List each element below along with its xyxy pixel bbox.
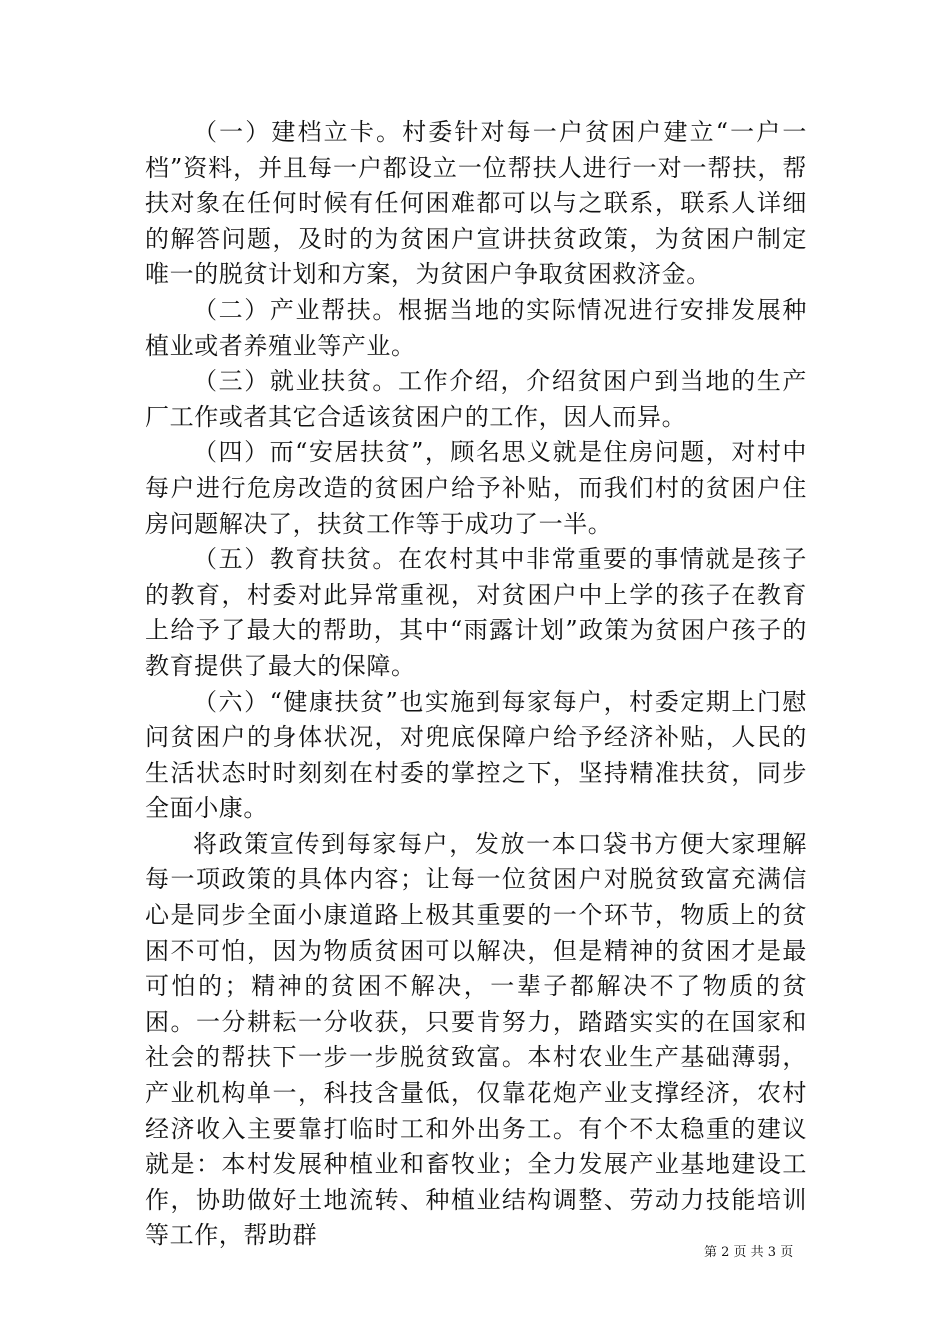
paragraph-housing-support: （四）而“安居扶贫”，顾名思义就是住房问题，对村中每户进行危房改造的贫困户给予补贴，而我们村的贫困户住房问题解决了，扶贫工作等于成功了一半。: [145, 438, 807, 538]
paragraph-health-support: （六）“健康扶贫”也实施到每家每户，村委定期上门慰问贫困户的身体状况，对兜底保障户给予经济补贴，人民的生活状态时时刻刻在村委的掌控之下，坚持精准扶贫，同步全面小康。: [145, 687, 807, 823]
document-body: [145, 115, 807, 1254]
paragraph-education-support: （五）教育扶贫。在农村其中非常重要的事情就是孩子的教育，村委对此异常重视，对贫困户中上学的孩子在教育上给予了最大的帮助，其中“雨露计划”政策为贫困户孩子的教育提供了最大的保障。: [145, 545, 807, 680]
paragraph-industry-support: （二）产业帮扶。根据当地的实际情况进行安排发展种植业或者养殖业等产业。: [145, 295, 807, 360]
paragraph-policy-promotion: 将政策宣传到每家每户，发放一本口袋书方便大家理解每一项政策的具体内容；让每一位贫困户对脱贫致富充满信心是同步全面小康道路上极其重要的一个环节，物质上的贫困不可怕，因为物质贫困可以解决，但是精神的贫困才是最可怕的；精神的贫困不解决，一辈子都解决不了物质的贫困。一分耕耘一分收获，只要肯努力，踏踏实实的在国家和社会的帮扶下一步一步脱贫致富。本村农业生产基础薄弱，产业机构单一，科技含量低，仅靠花炮产业支撑经济，农村经济收入主要靠打临时工和外出务工。有个不太稳重的建议就是：本村发展种植业和畜牧业；全力发展产业基地建设工作，协助做好土地流转、种植业结构调整、劳动力技能培训等工作，帮助群: [145, 829, 807, 1250]
page-number-footer: 第 2 页 共 3 页: [704, 1245, 794, 1260]
paragraph-employment-support: （三）就业扶贫。工作介绍，介绍贫困户到当地的生产厂工作或者其它合适该贫困户的工作，因人而异。: [145, 367, 807, 431]
paragraph-establish-files: （一）建档立卡。村委针对每一户贫困户建立“一户一档”资料，并且每一户都设立一位帮扶人进行一对一帮扶，帮扶对象在任何时候有任何困难都可以与之联系，联系人详细的解答问题，及时的为贫困户宣讲扶贫政策，为贫困户制定唯一的脱贫计划和方案，为贫困户争取贫困救济金。: [145, 118, 807, 289]
